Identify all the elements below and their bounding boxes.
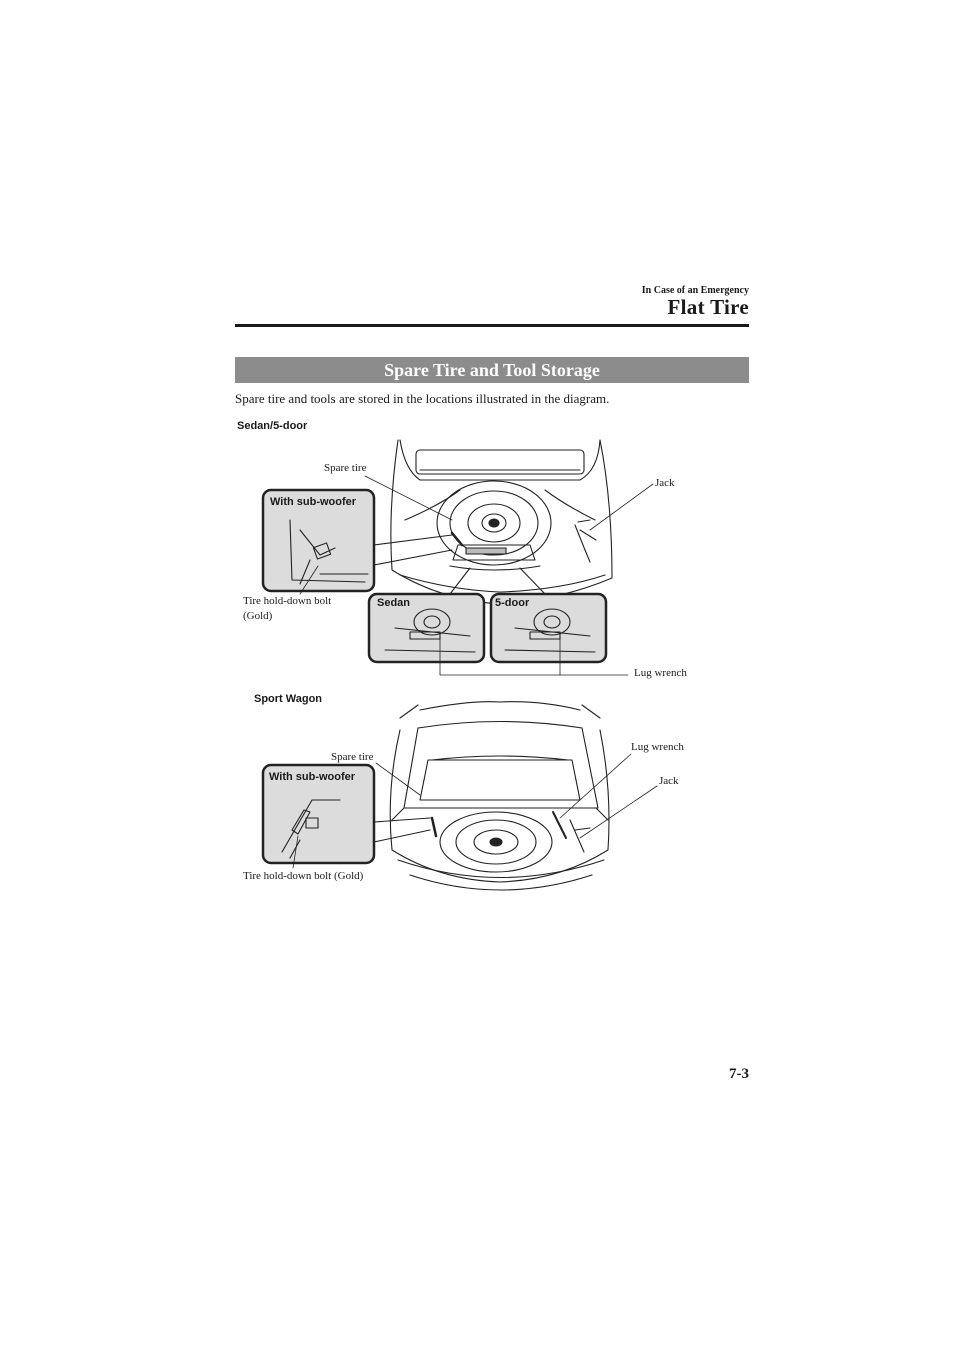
fivedoor-detail-box — [491, 568, 606, 662]
figure-title-wagon: Sport Wagon — [254, 693, 323, 705]
inset-label-wagon: With sub-woofer — [269, 771, 356, 783]
section-banner: Spare Tire and Tool Storage — [235, 357, 749, 383]
sedan-trunk-drawing — [391, 440, 612, 604]
detail-label-sedan: Sedan — [377, 597, 411, 609]
figure-title-sedan: Sedan/5-door — [237, 420, 308, 432]
callout-jack-sedan: Jack — [655, 477, 675, 489]
page-title: Flat Tire — [667, 295, 749, 319]
callout-bolt-wagon: Tire hold-down bolt (Gold) — [243, 870, 364, 882]
detail-label-5door: 5-door — [495, 597, 530, 609]
callout-lug-wrench-sedan: Lug wrench — [634, 667, 687, 679]
callout-spare-tire-wagon: Spare tire — [331, 751, 374, 763]
wagon-cargo-drawing — [390, 702, 609, 890]
callout-spare-tire-sedan: Spare tire — [324, 462, 367, 474]
page-number: 7-3 — [729, 1066, 749, 1082]
callout-bolt-sedan-line1: Tire hold-down bolt — [243, 595, 332, 607]
callout-jack-wagon: Jack — [659, 775, 679, 787]
callout-bolt-sedan-line2: (Gold) — [243, 610, 273, 622]
inset-label-sedan: With sub-woofer — [270, 496, 357, 508]
callout-lug-wrench-wagon: Lug wrench — [631, 741, 684, 753]
section-label: In Case of an Emergency — [641, 285, 749, 296]
intro-text: Spare tire and tools are stored in the locations illustrated in the diagram. — [235, 391, 610, 406]
